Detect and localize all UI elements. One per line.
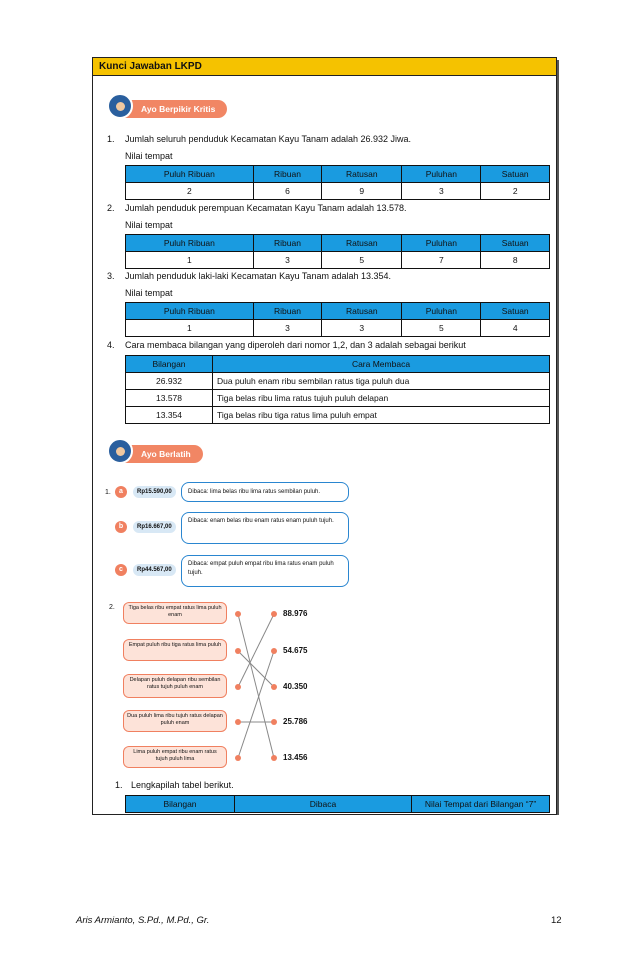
footer-page-number: 12 xyxy=(551,915,562,926)
match-right-value: 13.456 xyxy=(283,753,308,762)
pv-header: Puluh Ribuan xyxy=(126,235,254,252)
q4-text: Cara membaca bilangan yang diperoleh dari nomor 1,2, dan 3 adalah sebagai berikut xyxy=(125,340,466,350)
item-c-badge: c xyxy=(115,564,127,576)
left-dot xyxy=(235,719,241,725)
dibaca-text: Dibaca: empat puluh empat ribu lima ratus enam puluh tujuh. xyxy=(188,561,334,576)
match-left-item: Empat puluh ribu tiga ratus lima puluh xyxy=(123,639,227,661)
match-right-value: 25.786 xyxy=(283,717,308,726)
q1-label: Nilai tempat xyxy=(125,151,173,161)
pv-header: Satuan xyxy=(481,166,550,183)
pv-cell: 6 xyxy=(253,183,322,200)
q3-label: Nilai tempat xyxy=(125,288,173,298)
pv-cell: 3 xyxy=(322,320,402,337)
q2-label: Nilai tempat xyxy=(125,220,173,230)
pv-cell: 2 xyxy=(481,183,550,200)
pv-cell: 1 xyxy=(126,252,254,269)
pv-header: Satuan xyxy=(481,303,550,320)
pv-header: Puluhan xyxy=(402,166,481,183)
q2-text: Jumlah penduduk perempuan Kecamatan Kayu Tanam adalah 13.578. xyxy=(125,203,407,213)
q3-number: 3. xyxy=(107,271,115,281)
right-dot xyxy=(271,755,277,761)
practice2-number: 2. xyxy=(109,604,115,611)
match-left-item: Tiga belas ribu empat ratus lima puluh enam xyxy=(123,602,227,624)
last-header: Dibaca xyxy=(235,796,412,813)
pv-cell: 2 xyxy=(126,183,254,200)
pv-header: Puluh Ribuan xyxy=(126,166,254,183)
item-b-badge: b xyxy=(115,521,127,533)
banner-label: Ayo Berlatih xyxy=(141,449,191,459)
pv-cell: 9 xyxy=(322,183,402,200)
matching-lines xyxy=(93,58,556,814)
match-left-item: Delapan puluh delapan ribu sembilan ratus tujuh puluh enam xyxy=(123,674,227,698)
reading-text: Dua puluh enam ribu sembilan ratus tiga puluh dua xyxy=(213,373,550,390)
footer-author: Aris Armianto, S.Pd., M.Pd., Gr. xyxy=(76,915,210,926)
pv-cell: 5 xyxy=(322,252,402,269)
q1-number: 1. xyxy=(107,134,115,144)
last-task-table xyxy=(125,795,550,813)
match-right-value: 54.675 xyxy=(283,646,308,655)
left-dot xyxy=(235,611,241,617)
dibaca-text: Dibaca: lima belas ribu lima ratus sembilan puluh. xyxy=(188,489,321,495)
practice1-number: 1. xyxy=(105,489,111,496)
match-right-value: 40.350 xyxy=(283,682,308,691)
right-dot xyxy=(271,684,277,690)
last-header: Nilai Tempat dari Bilangan “7” xyxy=(412,796,550,813)
price-tag: Rp15.590,00 xyxy=(133,486,176,498)
match-line xyxy=(238,614,274,758)
last-task-number: 1. xyxy=(115,780,123,790)
pv-cell: 3 xyxy=(253,320,322,337)
match-line xyxy=(238,651,274,687)
pv-header: Ribuan xyxy=(253,235,322,252)
reading-number: 13.354 xyxy=(126,407,213,424)
pv-header: Puluhan xyxy=(402,235,481,252)
pv-cell: 3 xyxy=(402,183,481,200)
dibaca-text: Dibaca: enam belas ribu enam ratus enam puluh tujuh. xyxy=(188,518,334,524)
match-left-item: Lima puluh empat ribu enam ratus tujuh puluh lima xyxy=(123,746,227,768)
match-right-value: 88.976 xyxy=(283,609,308,618)
item-a-badge: a xyxy=(115,486,127,498)
reading-header: Cara Membaca xyxy=(213,356,550,373)
left-dot xyxy=(235,755,241,761)
pv-cell: 4 xyxy=(481,320,550,337)
reading-number: 13.578 xyxy=(126,390,213,407)
pv-header: Satuan xyxy=(481,235,550,252)
left-dot xyxy=(235,684,241,690)
left-dot xyxy=(235,648,241,654)
right-dot xyxy=(271,719,277,725)
right-dot xyxy=(271,611,277,617)
q3-text: Jumlah penduduk laki-laki Kecamatan Kayu Tanam adalah 13.354. xyxy=(125,271,392,281)
pv-cell: 1 xyxy=(126,320,254,337)
pv-header: Ribuan xyxy=(253,303,322,320)
pv-header: Ratusan xyxy=(322,166,402,183)
pv-header: Ratusan xyxy=(322,303,402,320)
pv-cell: 8 xyxy=(481,252,550,269)
q4-number: 4. xyxy=(107,340,115,350)
banner-label: Ayo Berpikir Kritis xyxy=(141,104,216,114)
last-task-text: Lengkapilah tabel berikut. xyxy=(131,780,234,790)
pv-cell: 3 xyxy=(253,252,322,269)
pv-header: Ribuan xyxy=(253,166,322,183)
price-tag: Rp44.567,00 xyxy=(133,564,176,576)
reading-number: 26.932 xyxy=(126,373,213,390)
pv-header: Ratusan xyxy=(322,235,402,252)
pv-header: Puluh Ribuan xyxy=(126,303,254,320)
reading-text: Tiga belas ribu lima ratus tujuh puluh delapan xyxy=(213,390,550,407)
reading-text: Tiga belas ribu tiga ratus lima puluh empat xyxy=(213,407,550,424)
price-tag: Rp16.667,00 xyxy=(133,521,176,533)
match-line xyxy=(238,614,274,687)
pv-cell: 5 xyxy=(402,320,481,337)
pv-cell: 7 xyxy=(402,252,481,269)
reading-header: Bilangan xyxy=(126,356,213,373)
answer-key-frame xyxy=(92,57,557,815)
last-header: Bilangan xyxy=(126,796,235,813)
q1-text: Jumlah seluruh penduduk Kecamatan Kayu Tanam adalah 26.932 Jiwa. xyxy=(125,134,412,144)
match-line xyxy=(238,651,274,758)
answer-key-title: Kunci Jawaban LKPD xyxy=(93,58,556,76)
q2-number: 2. xyxy=(107,203,115,213)
match-left-item: Dua puluh lima ribu tujuh ratus delapan puluh enam xyxy=(123,710,227,732)
right-dot xyxy=(271,648,277,654)
pv-header: Puluhan xyxy=(402,303,481,320)
